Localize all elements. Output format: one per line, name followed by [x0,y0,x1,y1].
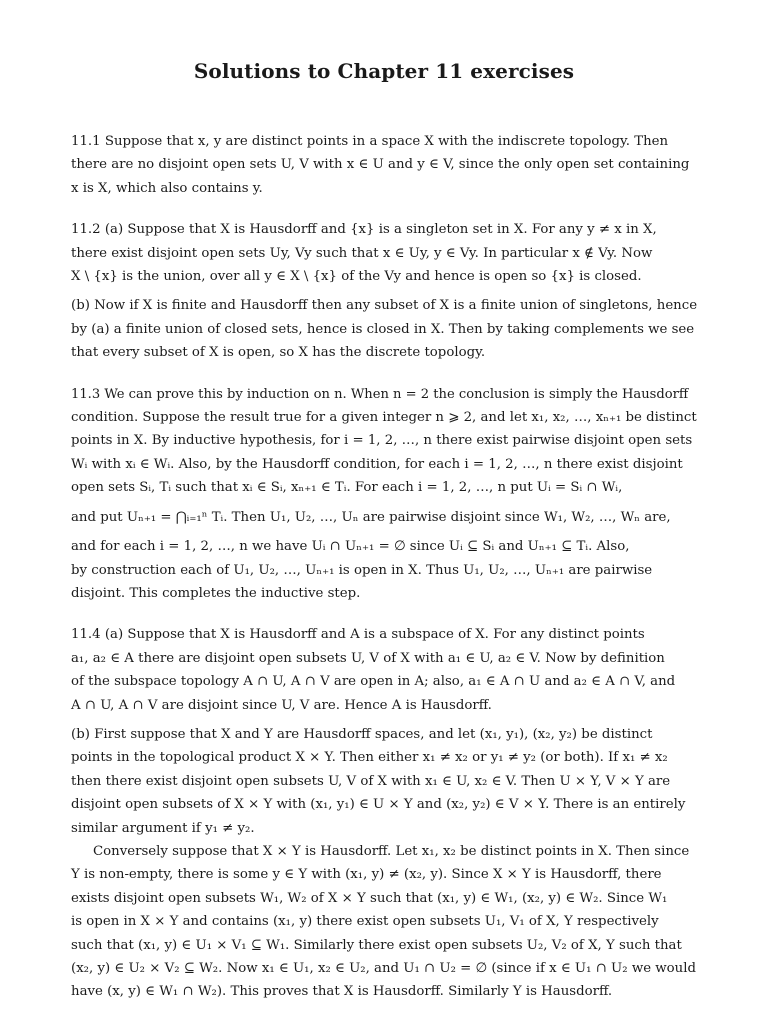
text-line: points in the topological product X × Y. Then either x₁ ≠ x₂ or y₁ ≠ y₂ (or both). If x₁ ≠ x₂ [71,750,668,766]
text-line: disjoint. This completes the inductive step. [71,585,361,601]
text-line: then there exist disjoint open subsets U, V of X with x₁ ∈ U, x₂ ∈ V. Then U × Y, V × Y are [71,773,671,789]
solution-11-2b [71,294,697,364]
text-line: of the subspace topology A ∩ U, A ∩ V are open in A; also, a₁ ∈ A ∩ U and a₂ ∈ A ∩ V, and [71,674,676,690]
solution-11-3 [71,383,697,606]
text-line: (b) First suppose that X and Y are Hausdorff spaces, and let (x₁, y₁), (x₂, y₂) be distinct [71,726,653,742]
text-line: there are no disjoint open sets U, V with x ∈ U and y ∈ V, since the only open set containing [71,157,690,173]
text-line: there exist disjoint open sets Uy, Vy such that x ∈ Uy, y ∈ Vy. In particular x ∉ Vy. Now [71,245,653,261]
text-line: Y is non-empty, there is some y ∈ Y with (x₁, y) ≠ (x₂, y). Since X × Y is Hausdorff, there [71,867,662,883]
text-line: that every subset of X is open, so X has the discrete topology. [71,345,486,361]
text-line: is open in X × Y and contains (x₁, y) there exist open subsets U₁, V₁ of X, Y respectively [71,914,659,930]
text-line: points in X. By inductive hypothesis, for i = 1, 2, …, n there exist pairwise disjoint open sets [71,433,693,449]
text-line: a₁, a₂ ∈ A there are disjoint open subsets U, V of X with a₁ ∈ U, a₂ ∈ V. Now by definition [71,650,665,666]
text-line: A ∩ U, A ∩ V are disjoint since U, V are. Hence A is Hausdorff. [71,697,492,713]
text-line: x is X, which also contains y. [71,180,263,196]
text-line: have (x, y) ∈ W₁ ∩ W₂). This proves that X is Hausdorff. Similarly Y is Hausdorff. [71,984,613,1000]
solution-11-4b [71,723,697,840]
text-line: Conversely suppose that X × Y is Hausdorff. Let x₁, x₂ be distinct points in X. Then since [93,843,690,859]
solution-11-2a [71,218,697,288]
text-line: (x₂, y) ∈ U₂ × V₂ ⊆ W₂. Now x₁ ∈ U₁, x₂ ∈ U₂, and U₁ ∩ U₂ = ∅ (since if x ∈ U₁ ∩ U₂ we would [71,961,697,976]
text-line: such that (x₁, y) ∈ U₁ × V₁ ⊆ W₁. Similarly there exist open subsets U₂, V₂ of X, Y such that [71,937,682,953]
text-line: X \ {x} is the union, over all y ∈ X \ {x} of the Vy and hence is open so {x} is closed. [71,269,642,285]
solution-11-1 [71,130,697,200]
text-line: 11.4 (a) Suppose that X is Hausdorff and A is a subspace of X. For any distinct points [71,627,645,643]
solution-11-4a [71,623,697,717]
text-line: by (a) a finite union of closed sets, hence is closed in X. Then by taking complements we see [71,321,695,337]
solution-11-4b-converse [71,840,697,1004]
text-line: by construction each of U₁, U₂, …, Uₙ₊₁ is open in X. Thus U₁, U₂, …, Uₙ₊₁ are pairwise [71,562,653,578]
text-line: disjoint open subsets of X × Y with (x₁, y₁) ∈ U × Y and (x₂, y₂) ∈ V × Y. There is an entirely [71,797,686,813]
text-line: condition. Suppose the result true for a given integer n ⩾ 2, and let x₁, x₂, …, xₙ₊₁ be distinct [71,410,697,426]
text-line: exists disjoint open subsets W₁, W₂ of X × Y such that (x₁, y) ∈ W₁, (x₂, y) ∈ W₂. Since W₁ [71,890,668,906]
text-line: 11.3 We can prove this by induction on n. When n = 2 the conclusion is simply the Hausdorff [71,386,689,402]
text-line: 11.2 (a) Suppose that X is Hausdorff and {x} is a singleton set in X. For any y ≠ x in X, [71,222,657,238]
text-line: (b) Now if X is finite and Hausdorff then any subset of X is a finite union of singletons, hence [71,298,698,314]
text-line: Wᵢ with xᵢ ∈ Wᵢ. Also, by the Hausdorff condition, for each i = 1, 2, …, n there exist disjoint [71,456,683,472]
page-title: Solutions to Chapter 11 exercises [193,59,575,83]
text-line: and put Uₙ₊₁ = ⋂ᵢ₌₁ⁿ Tᵢ. Then U₁, U₂, …, Uₙ are pairwise disjoint since W₁, W₂, …, Wₙ are, [71,509,671,525]
text-line: similar argument if y₁ ≠ y₂. [71,820,255,836]
text-line: open sets Sᵢ, Tᵢ such that xᵢ ∈ Sᵢ, xₙ₊₁ ∈ Tᵢ. For each i = 1, 2, …, n put Uᵢ = Sᵢ ∩ Wᵢ, [71,480,623,496]
text-line: and for each i = 1, 2, …, n we have Uᵢ ∩ Uₙ₊₁ = ∅ since Uᵢ ⊆ Sᵢ and Uₙ₊₁ ⊆ Tᵢ. Also, [71,539,630,555]
text-line: 11.1 Suppose that x, y are distinct points in a space X with the indiscrete topology. Then [71,134,669,149]
